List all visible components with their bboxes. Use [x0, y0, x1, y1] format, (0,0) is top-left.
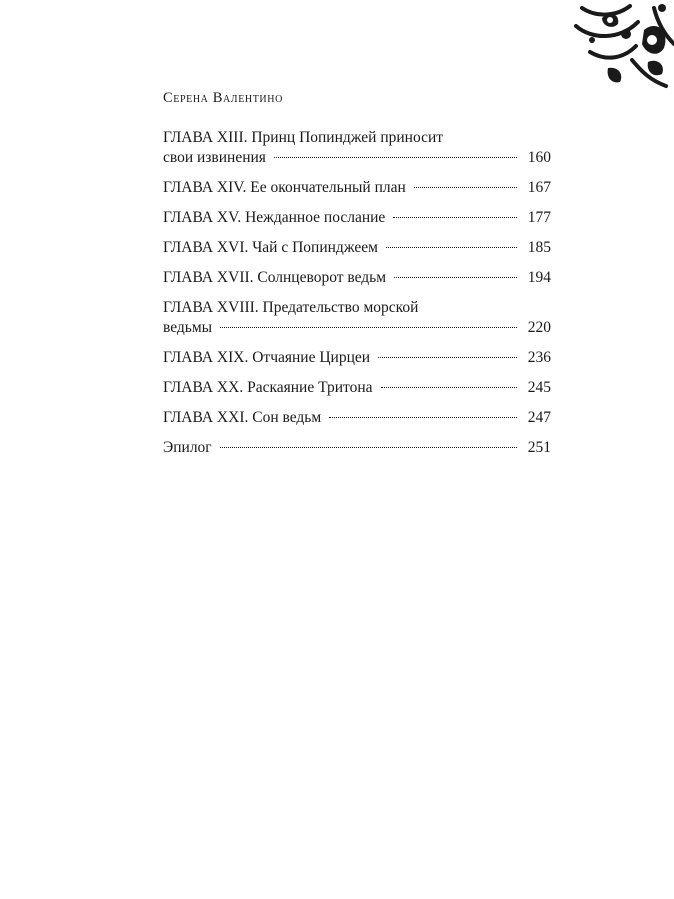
toc-entry[interactable]: [163, 408, 551, 428]
toc-entry[interactable]: [163, 348, 551, 368]
dot-leader: [394, 276, 517, 278]
toc-entry-page: 160: [527, 149, 551, 166]
toc-entry-page: 185: [527, 239, 551, 256]
corner-ornament-icon: [562, 0, 674, 98]
toc-entry-page: 236: [527, 349, 551, 366]
toc-entry-title: свои извинения: [163, 149, 266, 166]
toc-entry-page: 247: [527, 409, 551, 426]
toc-entry[interactable]: [163, 268, 551, 288]
toc-entry-title: ГЛАВА XIV. Ее окончательный план: [163, 179, 406, 196]
toc-entry-title: ГЛАВА XIX. Отчаяние Цирцеи: [163, 349, 371, 366]
dot-leader: [378, 356, 517, 358]
table-of-contents: [163, 128, 551, 468]
toc-entry[interactable]: [163, 208, 551, 228]
toc-entry-title: ГЛАВА XV. Нежданное послание: [163, 209, 386, 226]
toc-entry-page: 194: [527, 269, 551, 286]
toc-entry[interactable]: [163, 378, 551, 398]
toc-entry-title-line1: ГЛАВА XIII. Принц Попинджей приносит: [163, 129, 444, 146]
dot-leader: [220, 446, 517, 448]
dot-leader: [220, 326, 517, 328]
toc-entry-page: 167: [527, 179, 551, 196]
toc-entry-title: ГЛАВА XVII. Солнцеворот ведьм: [163, 269, 387, 286]
toc-entry-page: 220: [527, 319, 551, 336]
dot-leader: [414, 186, 517, 188]
toc-entry-title: Эпилог: [163, 439, 212, 456]
toc-entry[interactable]: [163, 128, 551, 168]
toc-entry[interactable]: [163, 438, 551, 458]
toc-entry-title: ГЛАВА XX. Раскаяние Тритона: [163, 379, 373, 396]
running-header-author: Серена Валентино: [163, 90, 283, 106]
toc-entry-title-line1: ГЛАВА XVIII. Предательство морской: [163, 299, 419, 316]
dot-leader: [381, 386, 517, 388]
toc-entry-page: 251: [527, 439, 551, 456]
toc-entry[interactable]: [163, 238, 551, 258]
dot-leader: [329, 416, 517, 418]
dot-leader: [393, 216, 517, 218]
toc-entry-title: ГЛАВА XVI. Чай с Попинджеем: [163, 239, 378, 256]
toc-entry-title: ведьмы: [163, 319, 213, 336]
toc-entry-title: ГЛАВА XXI. Сон ведьм: [163, 409, 322, 426]
toc-entry-page: 177: [527, 209, 551, 226]
toc-entry[interactable]: [163, 178, 551, 198]
toc-entry-page: 245: [527, 379, 551, 396]
toc-entry[interactable]: [163, 298, 551, 338]
dot-leader: [386, 246, 517, 248]
dot-leader: [274, 156, 517, 158]
